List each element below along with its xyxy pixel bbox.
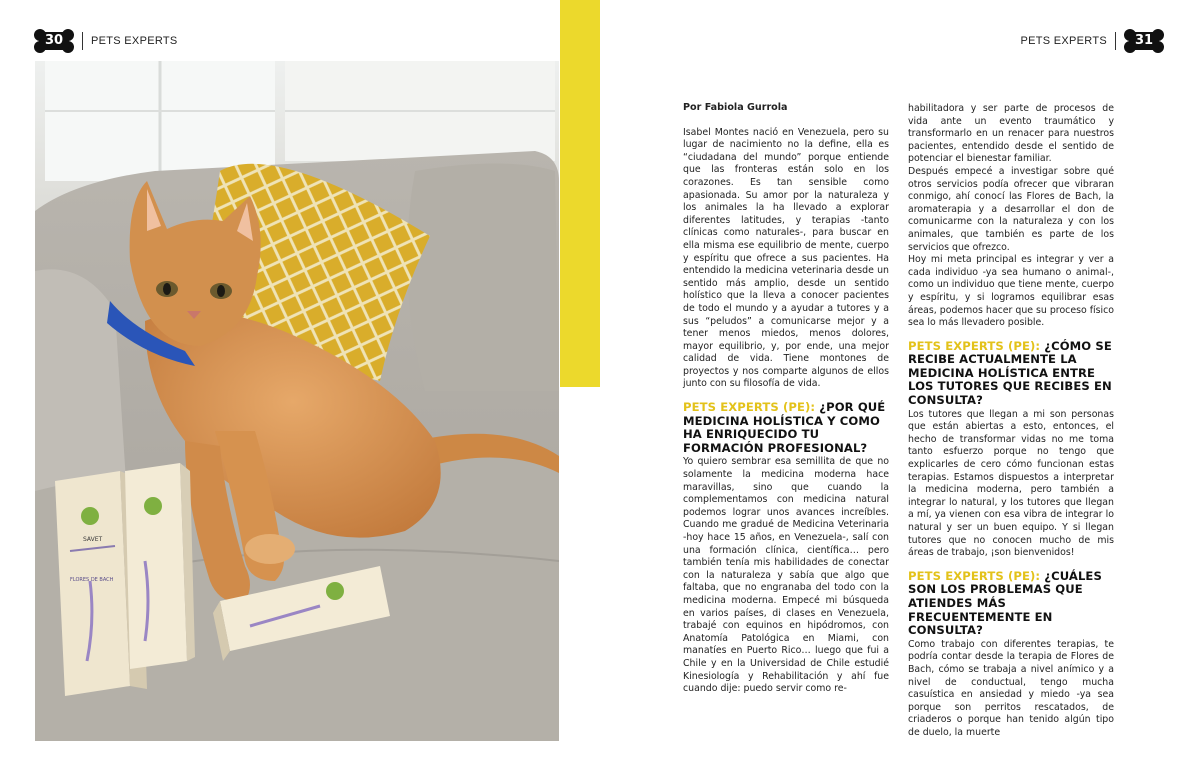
answer-1-paragraph: Yo quiero sembrar esa semillita de que no solamente la medicina moderna hace maravillas, sino que cuando la complementamos con medicina natural podemos lograr unos avances increíbles. Cuando me gradué de Medicina Veterinaria -hoy hace 15 años, en Venezuela-, salí con una formación clínica, científica… pero también tenía mis habilidades de conectar con la naturaleza y sabía que algo que faltaba, que no engranaba del todo con la medicina moderna. Empecé mi búsqueda en varios países, di clases en Venezuela, trabajé con equinos en hipódromos, con Anatomía Patológica en Miami, con manatíes en Puerto Rico… luego que fui a Chile y en la Universidad de Chile estudié Kinesiología y Rehabilitación y ahí fue cuando dije: puedo servir como re- [683, 456, 889, 695]
accent-bar [560, 0, 600, 387]
article-column-1 [683, 102, 889, 696]
magazine-name-bold: EXPERTS [124, 35, 178, 47]
header-divider [1115, 32, 1116, 50]
question-tag: PETS EXPERTS (PE): [908, 338, 1041, 353]
question-tag: PETS EXPERTS (PE): [683, 400, 816, 415]
cat-photo-illustration [35, 61, 559, 741]
header-divider [82, 32, 83, 50]
right-page-header [1020, 28, 1164, 54]
answer-1-paragraph-2: Después empecé a investigar sobre qué otros servicios podía ofrecer que vibraran conmigo, ahí conocí las Flores de Bach, la aromaterapia y a desarrollar el don de comunicarme con la naturaleza y con los animales, que también es parte de los servicios que ofrezco. [908, 165, 1114, 253]
question-1 [683, 401, 889, 455]
question-tag: PETS EXPERTS (PE): [908, 568, 1041, 583]
magazine-name-light: PETS [91, 35, 121, 47]
left-page-header [34, 28, 178, 54]
left-page-number: 30 [44, 33, 64, 48]
answer-2-paragraph: Los tutores que llegan a mi son personas que están abiertas a esto, entonces, el hecho de transformar vidas no me toma tanto esfuerzo porque no tengo que explicarles de cero cómo funcionan estas terapias. Estamos dispuestos a interpretar la medicina moderna, pero también a integrar lo natural, y los tutores que llegan a mí, ya vienen con esa vibra de integrar lo natural y ser un buen equipo. Y si llegan tutores que no conocen mucho de mis áreas de trabajo, ¡son bienvenidos! [908, 408, 1114, 559]
answer-3-paragraph: Como trabajo con diferentes terapias, te podría contar desde la terapia de Flores de Bach, cómo se trabaja a nivel anímico y a nivel de conductual, tengo mucha casuística en ansiedad y miedo -ya sea porque son perritos rescatados, de criaderos o porque han tenido algún tipo de duelo, la muerte [908, 638, 1114, 738]
magazine-name [91, 35, 178, 47]
page-number-badge [34, 28, 74, 54]
byline: Por Fabiola Gurrola [683, 102, 788, 113]
product-label: FLORES DE BACH [70, 577, 114, 583]
magazine-name-light: PETS [1020, 35, 1051, 47]
answer-1-paragraph-3: Hoy mi meta principal es integrar y ver a cada individuo -ya sea humano o animal-, como un individuo que tiene mente, cuerpo y espíritu, y si logramos equilibrar esas áreas, podemos hacer que su proceso físico sea lo más llevadero posible. [908, 254, 1114, 329]
product-brand: SAVET [83, 536, 103, 543]
cat-on-sofa-photo [35, 61, 559, 741]
answer-1-continued: habilitadora y ser parte de procesos de vida ante un evento traumático y transformarlo en un renacer para nuestros pacientes, entendido desde el sentido de potenciar el bienestar familiar. [908, 103, 1114, 165]
intro-paragraph: Isabel Montes nació en Venezuela, pero su lugar de nacimiento no la define, ella es “ciudadana del mundo” porque entiende que las fronteras están solo en los corazones. Es tan sensible como apasionada. Su amor por la naturaleza y los animales la ha llevado a explorar diferentes latitudes, y terapias -tanto clínicas como naturales-, para buscar en ella misma ese equilibrio de mente, cuerpo y espíritu que ofrece a sus pacientes. Ha entendido la medicina veterinaria desde un sentido más amplio, desde un sentido holístico que la lleva a conocer pacientes de todo el mundo y a ayudar a tutores y a sus “peludos” a comunicarse mejor y a tener menos miedos, menos dolores, mayor equilibrio, y, por ende, una mejor calidad de vida. Tiene montones de proyectos y nos comparte algunos de ellos junto con su filosofía de vida. [683, 126, 889, 390]
right-page-number: 31 [1134, 33, 1154, 48]
question-3 [908, 570, 1114, 638]
magazine-name-bold: EXPERTS [1053, 35, 1107, 47]
page-number-badge [1124, 28, 1164, 54]
article-column-2 [908, 103, 1114, 740]
question-text: ¿CUÁLES SON LOS PROBLEMAS QUE ATIENDES MÁS FRECUENTEMENTE EN CONSULTA? [908, 568, 1102, 638]
question-text: ¿CÓMO SE RECIBE ACTUALMENTE LA MEDICINA HOLÍSTICA ENTRE LOS TUTORES QUE RECIBES EN CONSULTA? [908, 338, 1112, 408]
magazine-name [1020, 35, 1107, 47]
question-2 [908, 340, 1114, 408]
question-text: ¿POR QUÉ MEDICINA HOLÍSTICA Y COMO HA ENRIQUECIDO TU FORMACIÓN PROFESIONAL? [683, 400, 886, 455]
